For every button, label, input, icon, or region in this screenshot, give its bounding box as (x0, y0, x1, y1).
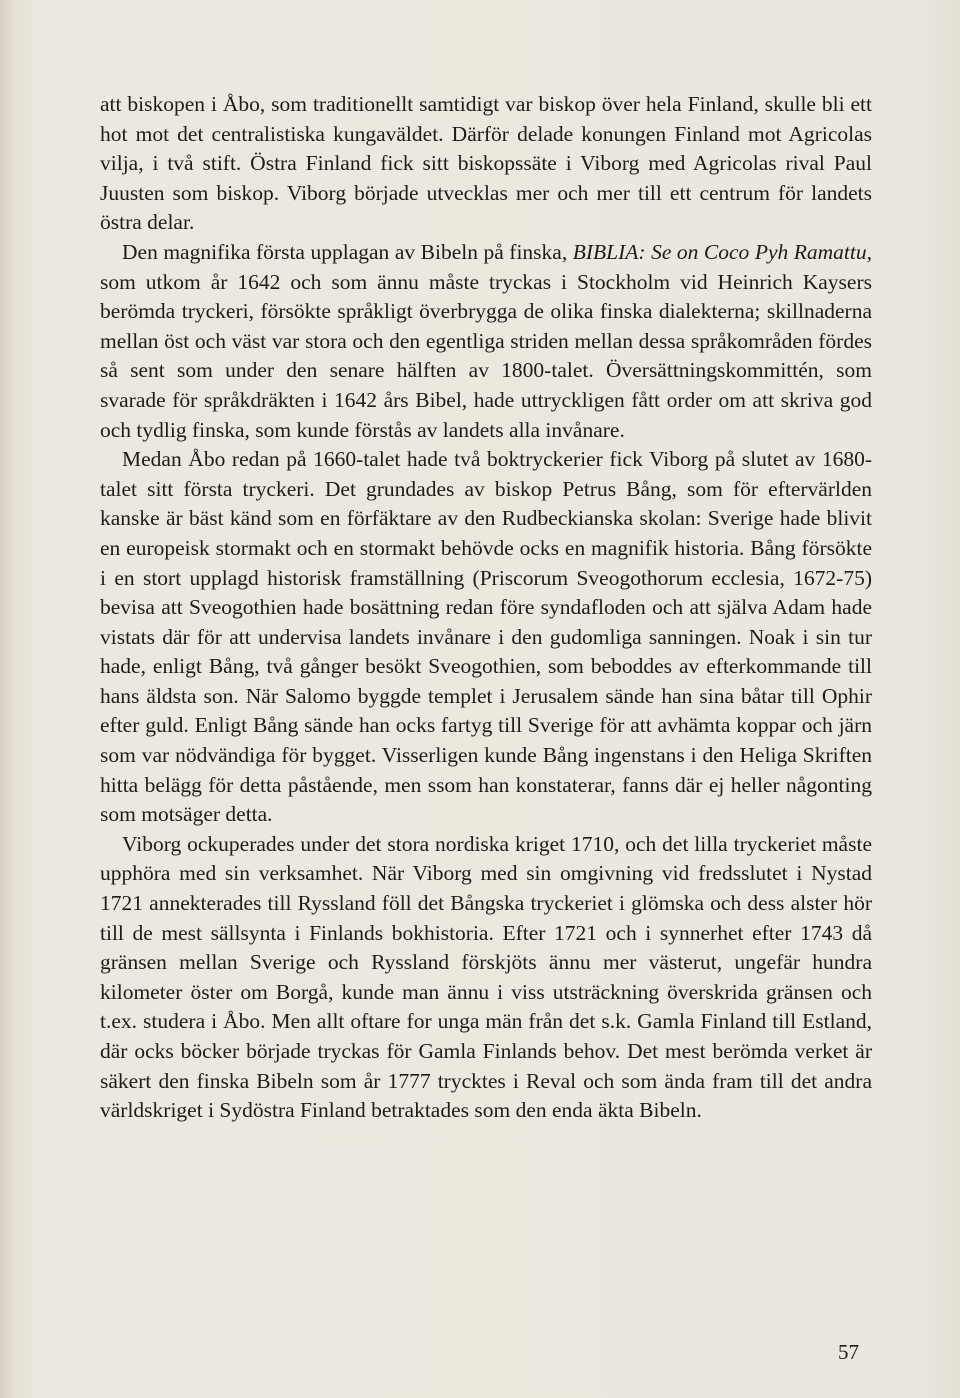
paragraph-1-text: att biskopen i Åbo, som traditionellt samtidigt var biskop över hela Finland, skulle bli ett hot mot det centralistiska kungaväldet. Därför delade konungen Finland mot Agricolas vilja, i två stift. Östra Finland fick sitt biskopssäte i Viborg med Agricolas rival Paul Juusten som biskop. Viborg började utvecklas mer och mer till ett centrum för landets östra delar. (100, 92, 872, 235)
paragraph-2-text-a: Den magnifika första upplagan av Bibeln på finska, (122, 239, 573, 264)
body-text (100, 90, 872, 1126)
paragraph-4-text: Viborg ockuperades under det stora nordiska kriget 1710, och det lilla tryckeriet måste upphöra med sin verksamhet. När Viborg med sin omgivning vid fredsslutet i Nystad 1721 annekterades till Ryssland föll det Bångska tryckeriet i glömska och dess alster hör till de mest sällsynta i Finlands bokhistoria. Efter 1721 och i synnerhet efter 1743 då gränsen mellan Sverige och Ryssland förskjöts ännu mer västerut, ungefär hundra kilometer öster om Borgå, kunde man ännu i viss utsträckning överskrida gränsen och t.ex. studera i Åbo. Men allt oftare for unga män från det s.k. Gamla Finland till Estland, där ocks böcker började tryckas för Gamla Finlands behov. Det mest berömda verket är säkert den finska Bibeln som år 1777 trycktes i Reval och som ända fram till det andra världskriget i Sydöstra Finland betraktades som den enda äkta Bibeln. (100, 831, 872, 1123)
paragraph-3-text: Medan Åbo redan på 1660-talet hade två boktryckerier fick Viborg på slutet av 1680-talet sitt första tryckeri. Det grundades av biskop Petrus Bång, som för eftervärlden kanske är bäst känd som en förfäktare av den Rudbeckianska skolan: Sverige hade blivit en europeisk stormakt och en stormakt behövde ocks en magnifik historia. Bång försökte i en stort upplagd historisk framställning (Priscorum Sveogothorum ecclesia, 1672-75) bevisa att Sveogothien hade bosättning redan före syndafloden och att själva Adam hade vistats där för att undervisa landets invånare i den gudomliga sanningen. Noak i sin tur hade, enligt Bång, två gånger besökt Sveogothien, som beboddes av efterkommande till hans äldsta son. När Salomo byggde templet i Jerusalem sände han sina båtar till Ophir efter guld. Enligt Bång sände han ocks fartyg till Sverige för att avhämta koppar och järn som var nödvändiga för bygget. Visserligen kunde Bång ingenstans i den Heliga Skriften hitta belägg för detta påstående, men ssom han konstaterar, fanns där ej heller någonting som motsäger detta. (100, 447, 872, 827)
paragraph-4 (100, 830, 872, 1126)
paragraph-3 (100, 445, 872, 830)
bible-title: BIBLIA: Se on Coco Pyh Ramattu (572, 239, 867, 264)
paragraph-1 (100, 90, 872, 238)
paragraph-2-text-b: , som utkom år 1642 och som ännu måste tryckas i Stockholm vid Heinrich Kaysers berömda tryckeri, försökte språkligt överbrygga de olika finska dialekterna; skillnaderna mellan öst och väst var stora och den egentliga striden mellan dessa språkområden fördes så sent som under den senare hälften av 1800-talet. Översättningskommittén, som svarade för språkdräkten i 1642 års Bibel, hade uttryckligen fått order om att skriva god och tydlig finska, som kunde förstås av landets alla invånare. (100, 239, 872, 442)
paragraph-2 (100, 238, 872, 445)
page-number: 57 (838, 1340, 859, 1364)
